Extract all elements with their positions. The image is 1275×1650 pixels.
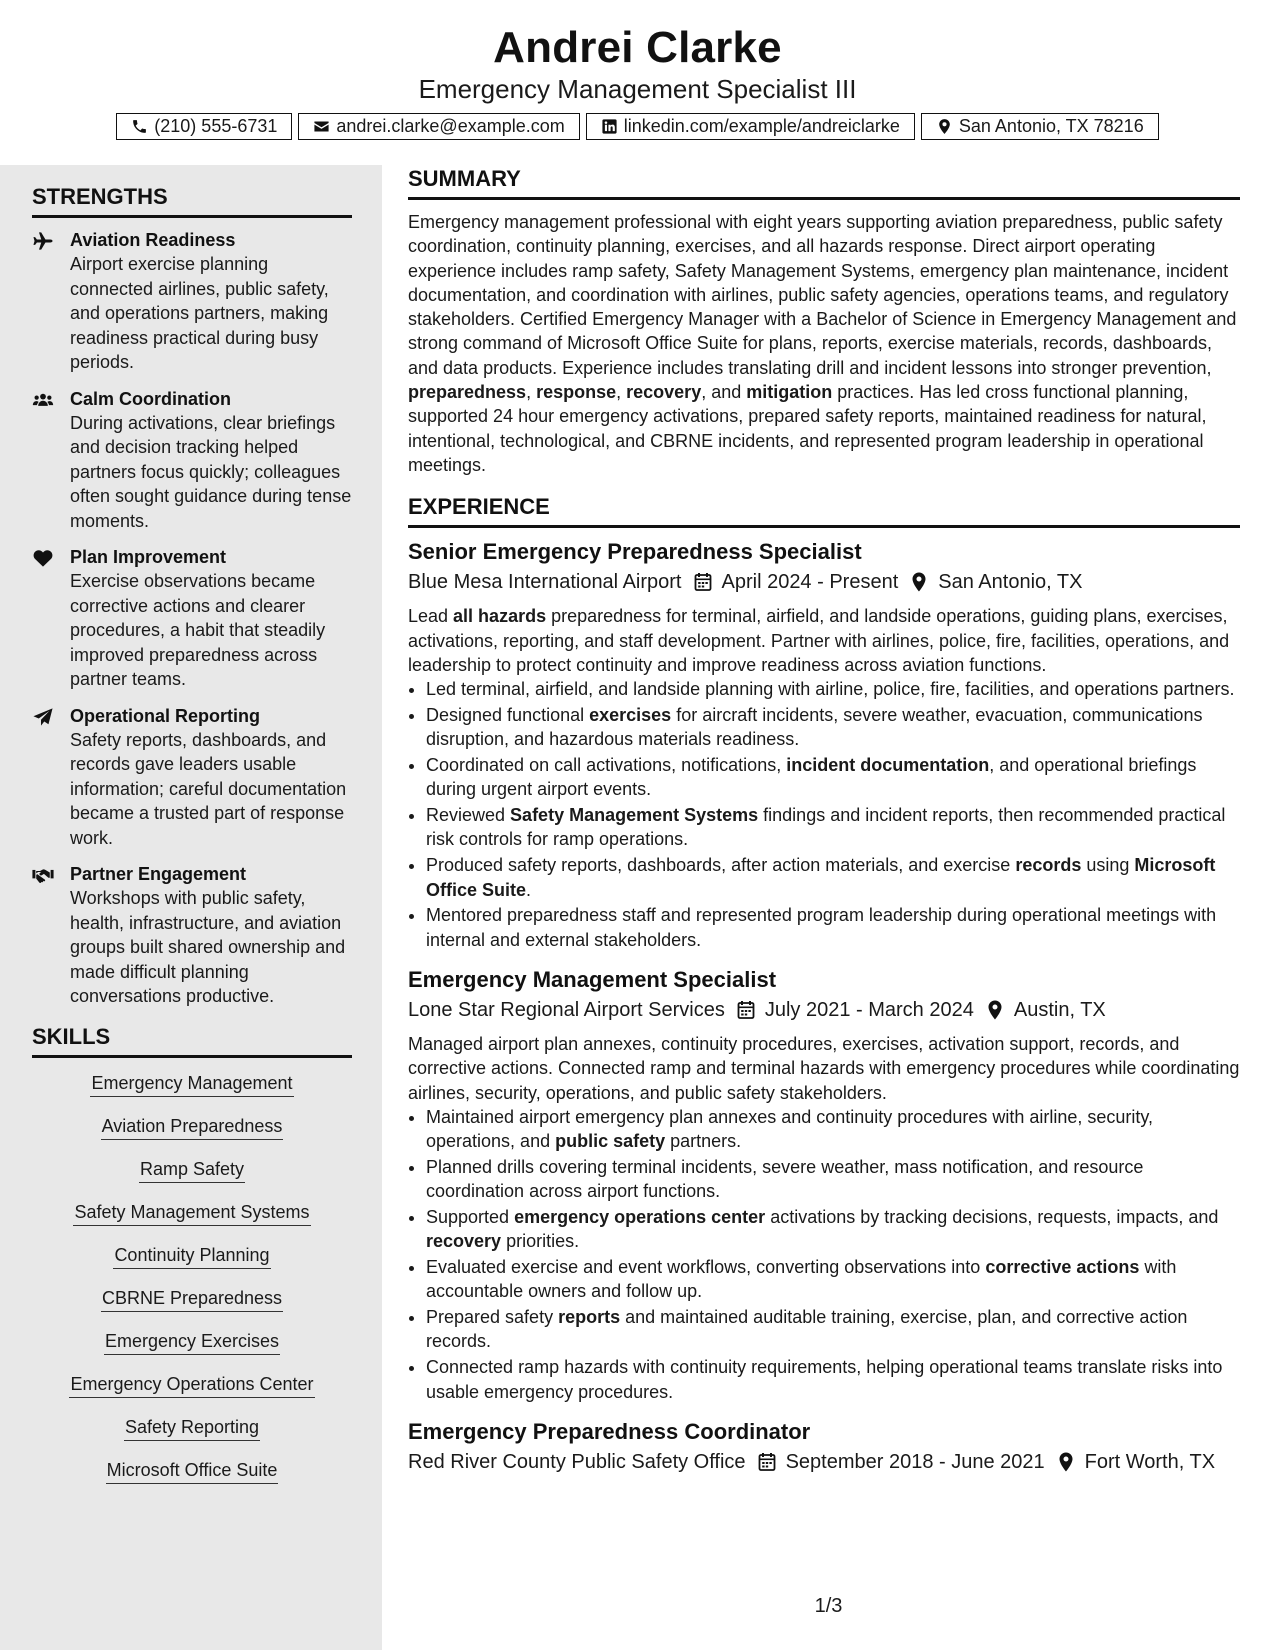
calendar-icon: [737, 1000, 755, 1020]
candidate-name: Andrei Clarke: [493, 23, 782, 72]
contact-email[interactable]: [298, 113, 579, 140]
job-company: Red River County Public Safety Office: [408, 1450, 746, 1473]
job-company: Blue Mesa International Airport: [408, 571, 682, 594]
skill-item: Safety Reporting: [32, 1416, 352, 1441]
strength-title: Operational Reporting: [70, 705, 261, 726]
bullet-item: • Evaluated exercise and event workflows, converting observations into corrective actions with accountable owners and follow up.: [426, 1255, 1240, 1304]
paper-plane-icon: [32, 707, 54, 727]
strength-title: Partner Engagement: [70, 864, 247, 884]
strength-title: Calm Coordination: [70, 388, 231, 409]
summary-title: SUMMARY: [408, 165, 1240, 200]
contact-email-text: andrei.clarke@example.com: [336, 116, 565, 136]
contact-phone-text: (210) 555-6731: [154, 116, 278, 136]
map-pin-icon: [910, 572, 928, 592]
envelope-icon: [313, 118, 330, 135]
bullet-item: • Connected ramp hazards with continuity requirements, helping operational teams translate risks into usable emergency procedures.: [426, 1355, 1240, 1404]
strength-desc: Airport exercise planning connected airlines, public safety, and operations partners, making readiness practical during busy periods.: [70, 254, 329, 372]
strength-desc: Exercise observations became corrective actions and clearer procedures, a habit that steadily improved preparedness across partner teams.: [70, 571, 326, 689]
contact-bar: [0, 113, 1275, 140]
strength-item: [32, 545, 352, 692]
candidate-role: Emergency Management Specialist III: [418, 74, 857, 104]
contact-phone[interactable]: [116, 113, 292, 140]
skill-item: CBRNE Preparedness: [32, 1287, 352, 1312]
map-pin-icon: [986, 1000, 1004, 1020]
job-entry: [408, 966, 1240, 1404]
job-title: Senior Emergency Preparedness Specialist: [408, 539, 862, 565]
bullet-item: • Prepared safety reports and maintained auditable training, exercise, plan, and corrective action records.: [426, 1305, 1240, 1354]
job-meta: [408, 996, 1240, 1024]
job-title: Emergency Preparedness Coordinator: [408, 1418, 811, 1444]
job-desc: Managed airport plan annexes, continuity procedures, exercises, activation support, records, and corrective actions. Connected ramp and terminal hazards with emergency procedures while coordinating airlines, security, operations, and public safety stakeholders.: [408, 1033, 1240, 1103]
job-dates: July 2021 - March 2024: [764, 998, 974, 1021]
job-bullets: [408, 677, 1240, 952]
skill-item: Emergency Operations Center: [32, 1373, 352, 1398]
linkedin-icon: [601, 118, 618, 135]
summary-text: Emergency management professional with eight years supporting aviation preparedness, public safety coordination, continuity planning, exercises, and all hazards response. Direct airport operating experience includes ramp safety, Safety Management Systems, emergency plan maintenance, incident documentation, and coordination with airlines, public safety agencies, operations teams, and regulatory stakeholders. Certified Emergency Manager with a Bachelor of Science in Emergency Management and strong command of Microsoft Office Suite for plans, reports, exercise materials, records, dashboards, and data products. Experience includes translating drill and incident lessons into stronger prevention, preparedness, response, recovery, and mitigation practices. Has led cross functional planning, supported 24 hour emergency activations, prepared safety reports, maintained readiness for natural, intentional, technological, and CBRNE incidents, and represented program leadership in operational meetings.: [408, 212, 1237, 475]
contact-linkedin[interactable]: [586, 113, 915, 140]
users-icon: [32, 390, 54, 410]
calendar-icon: [694, 572, 712, 592]
plane-icon: [32, 231, 54, 251]
strength-desc: During activations, clear briefings and decision tracking helped partners focus quickly; colleagues often sought guidance during tense moments.: [70, 412, 352, 531]
strength-title: Plan Improvement: [70, 547, 227, 567]
map-pin-icon: [936, 118, 953, 135]
skill-item: Emergency Exercises: [32, 1330, 352, 1355]
bullet-item: • Designed functional exercises for aircraft incidents, severe weather, evacuation, communications disruption, and hazardous materials readiness.: [426, 703, 1240, 752]
sidebar: [0, 165, 382, 1650]
strengths-title: STRENGTHS: [32, 183, 352, 218]
bullet-item: • Planned drills covering terminal incidents, severe weather, mass notification, and resource coordination across airport functions.: [426, 1155, 1240, 1204]
bullet-item: • Mentored preparedness staff and represented program leadership during operational meetings with internal and external stakeholders.: [426, 903, 1240, 952]
bullet-item: • Supported emergency operations center activations by tracking decisions, requests, impacts, and recovery priorities.: [426, 1205, 1240, 1254]
page-number: 1/3: [814, 1595, 843, 1617]
bullet-item: • Produced safety reports, dashboards, after action materials, and exercise records using Microsoft Office Suite.: [426, 853, 1240, 902]
skill-item: Ramp Safety: [32, 1158, 352, 1183]
experience-title: EXPERIENCE: [408, 493, 1240, 528]
strength-item: [32, 387, 352, 534]
main-content: [408, 165, 1240, 1484]
bullet-item: • Coordinated on call activations, notifications, incident documentation, and operational briefings during urgent airport events.: [426, 753, 1240, 802]
map-pin-icon: [1057, 1452, 1075, 1472]
job-location: San Antonio, TX: [938, 571, 1083, 594]
strength-desc: Workshops with public safety, health, infrastructure, and aviation groups built shared ownership and made difficult planning conversations productive.: [70, 888, 346, 1006]
contact-location-text: San Antonio, TX 78216: [958, 116, 1144, 136]
job-desc: Lead all hazards preparedness for terminal, airfield, and landside operations, guiding plans, exercises, activations, reporting, and staff development. Partner with airlines, police, fire, facilities, operations, and leadership to protect continuity and improve readiness across aviation functions.: [408, 606, 1230, 675]
calendar-icon: [758, 1452, 776, 1472]
bullet-item: • Reviewed Safety Management Systems findings and incident reports, then recommended practical risk controls for ramp operations.: [426, 803, 1240, 852]
bullet-item: • Maintained airport emergency plan annexes and continuity procedures with airline, security, operations, and public safety partners.: [426, 1105, 1240, 1154]
skills-title: SKILLS: [32, 1023, 352, 1058]
job-title: Emergency Management Specialist: [408, 966, 777, 992]
job-location: Fort Worth, TX: [1084, 1450, 1216, 1473]
skill-item: Aviation Preparedness: [32, 1115, 352, 1140]
job-meta: [408, 1448, 1240, 1476]
resume-header: [0, 0, 1275, 143]
bullet-item: • Led terminal, airfield, and landside planning with airline, police, fire, facilities, and operations partners.: [426, 677, 1240, 701]
strength-item: [32, 704, 352, 851]
job-bullets: [408, 1105, 1240, 1404]
strength-item: [32, 228, 352, 375]
job-company: Lone Star Regional Airport Services: [408, 998, 725, 1021]
strength-title: Aviation Readiness: [70, 230, 236, 250]
job-entry: [408, 1418, 1240, 1476]
skill-item: Microsoft Office Suite: [32, 1459, 352, 1484]
heart-icon: [32, 548, 54, 568]
skill-item: Emergency Management: [32, 1072, 352, 1097]
job-meta: [408, 568, 1240, 596]
strength-desc: Safety reports, dashboards, and records gave leaders usable information; careful documentation became a trusted part of response work.: [70, 729, 347, 848]
job-dates: September 2018 - June 2021: [785, 1450, 1045, 1473]
job-entry: [408, 538, 1240, 952]
strength-item: [32, 862, 352, 1009]
job-dates: April 2024 - Present: [721, 571, 899, 594]
skills-list: [32, 1072, 352, 1484]
job-location: Austin, TX: [1013, 998, 1106, 1021]
contact-location[interactable]: [921, 113, 1159, 140]
skill-item: Continuity Planning: [32, 1244, 352, 1269]
phone-icon: [131, 118, 148, 135]
handshake-icon: [32, 865, 54, 885]
contact-linkedin-text: linkedin.com/example/andreiclarke: [623, 116, 900, 136]
skill-item: Safety Management Systems: [32, 1201, 352, 1226]
